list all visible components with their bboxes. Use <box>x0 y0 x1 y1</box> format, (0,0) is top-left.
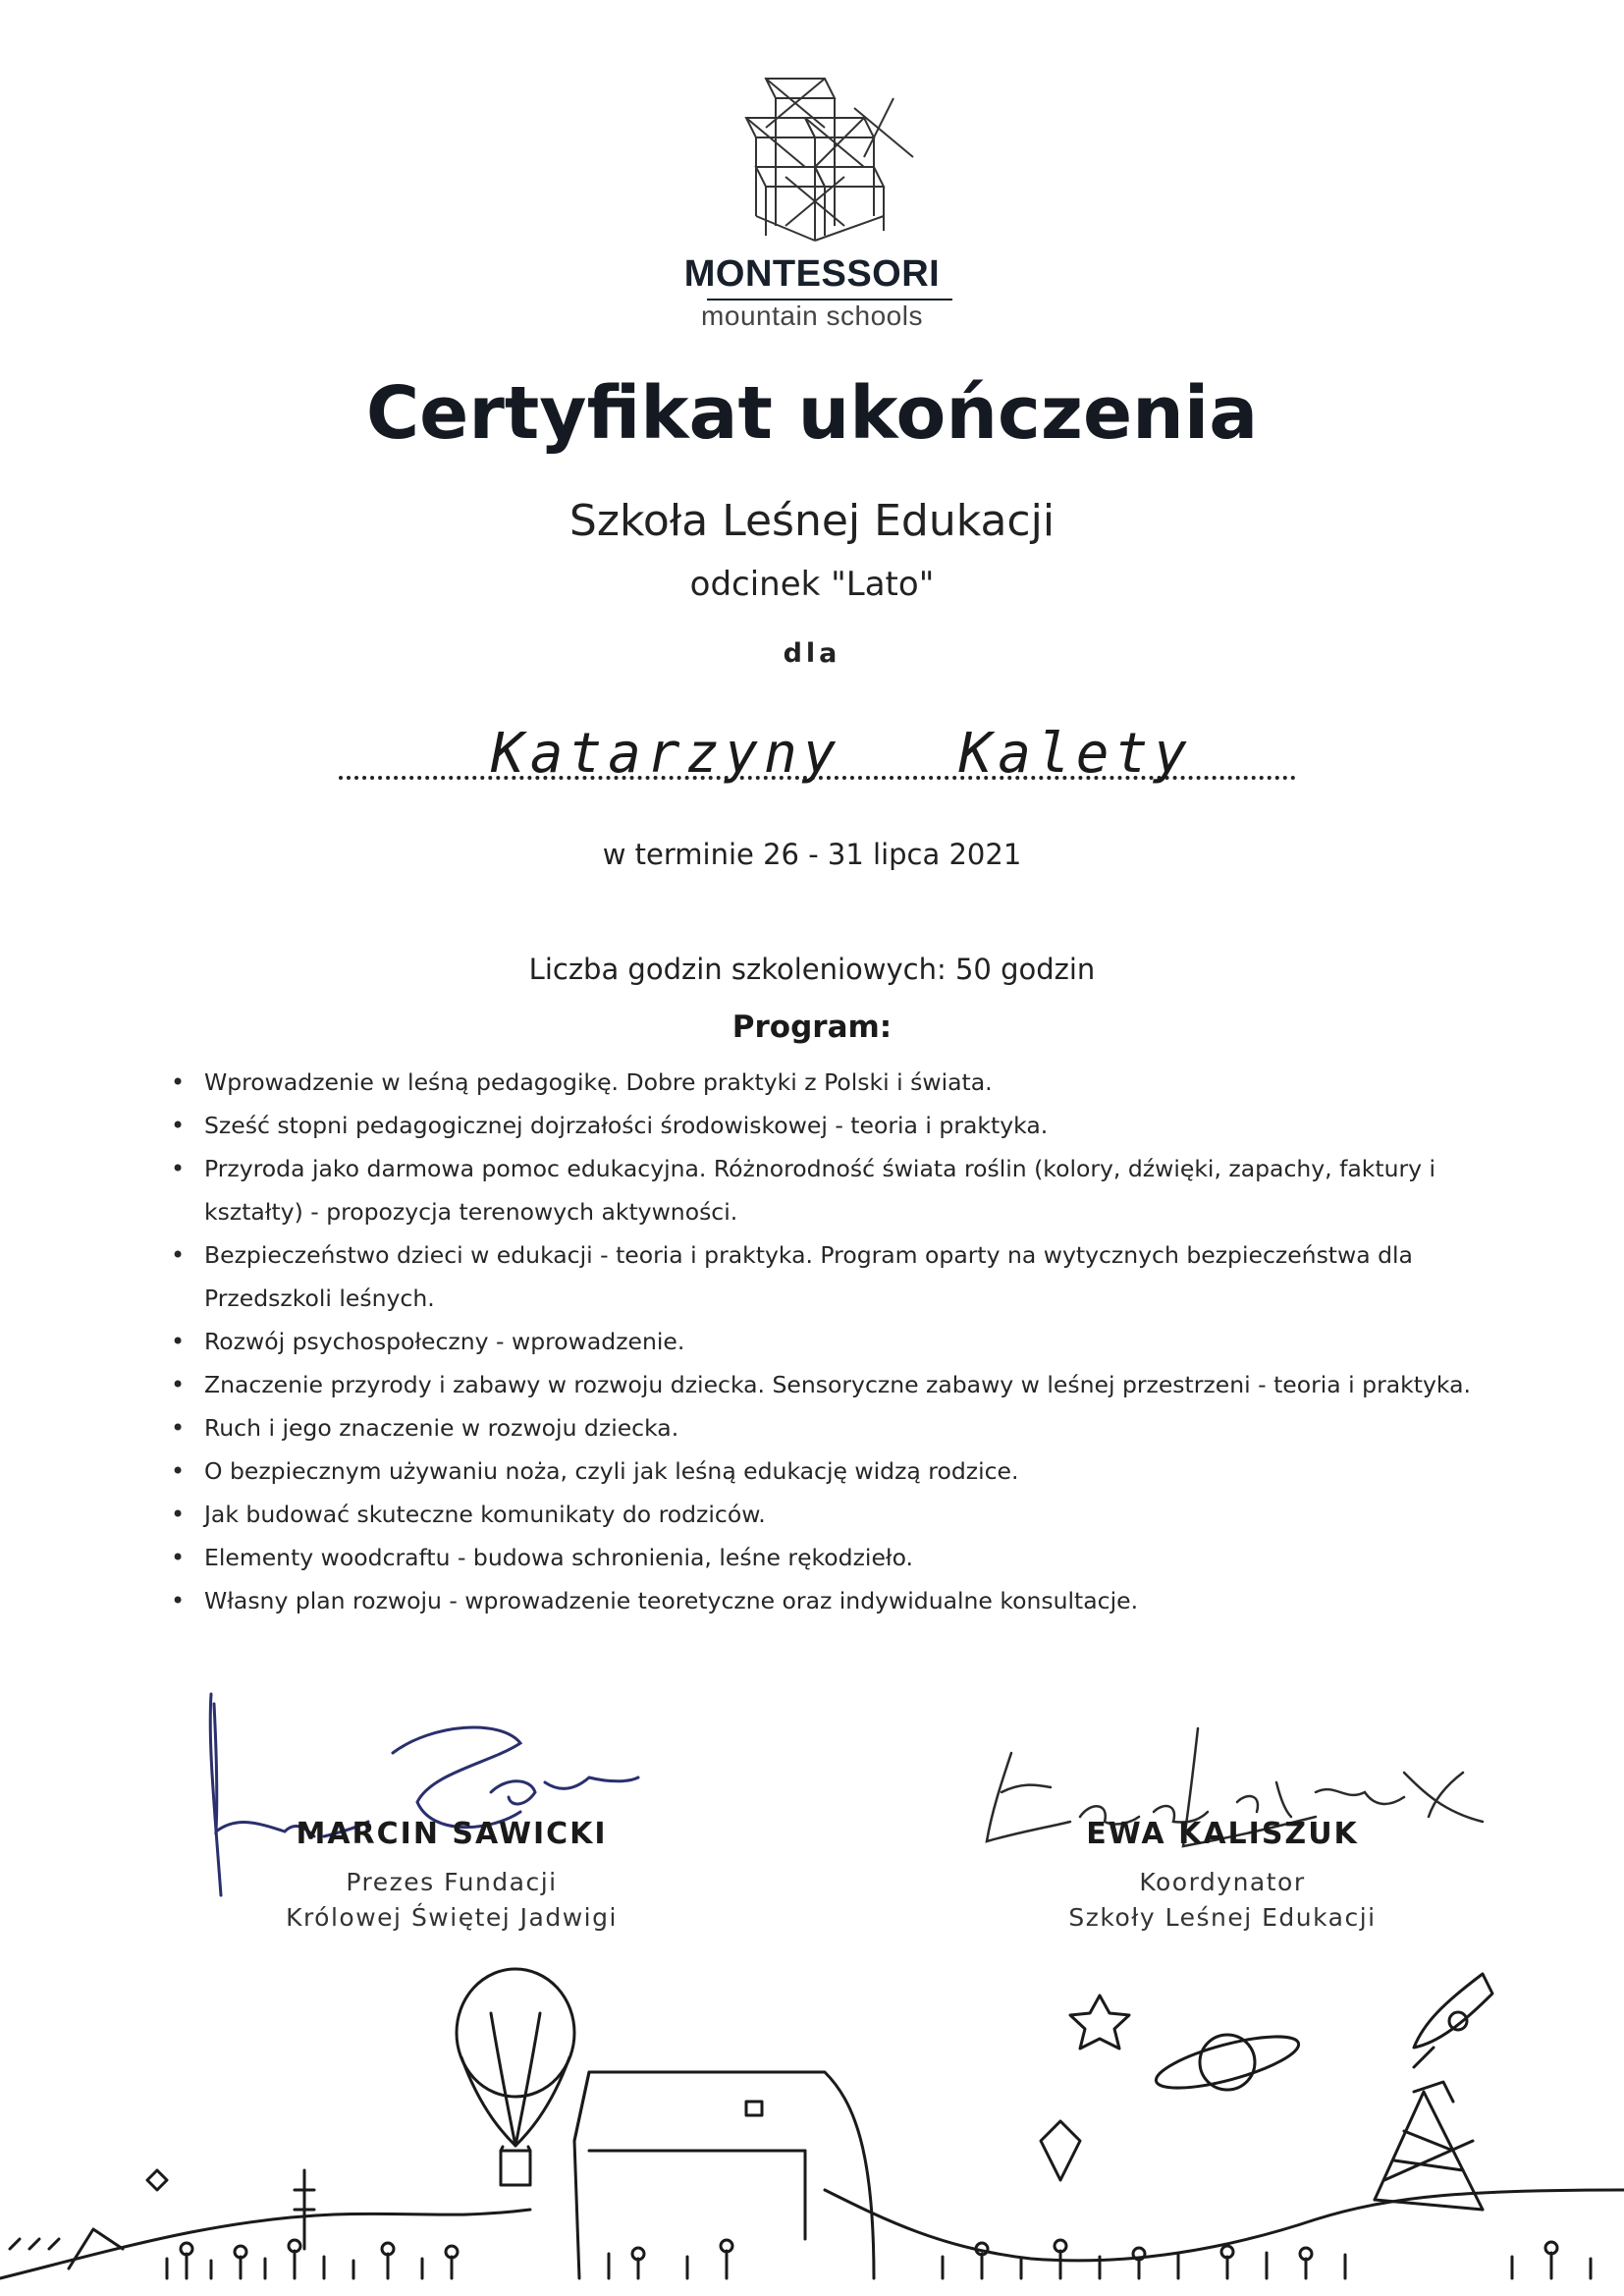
program-list <box>167 1061 1502 1622</box>
recipient-name <box>491 722 1193 810</box>
course-date: w terminie 26 - 31 lipca 2021 <box>602 838 1022 871</box>
brand-name: MONTESSORI <box>683 253 941 295</box>
list-item: • Przyroda jako darmowa pomoc edukacyjna. Różnorodność świata roślin (kolory, dźwięki, zapachy, faktury i kształty) - propozycja terenowych aktywności. <box>167 1147 1502 1233</box>
list-item: • Sześć stopni pedagogicznej dojrzałości środowiskowej - teoria i praktyka. <box>167 1104 1502 1147</box>
geometric-cubes-icon <box>727 69 923 246</box>
for-label: dla <box>783 638 841 669</box>
list-item: • Ruch i jego znaczenie w rozwoju dziecka. <box>167 1406 1502 1449</box>
list-item: • Własny plan rozwoju - wprowadzenie teoretyczne oraz indywidualne konsultacje. <box>167 1579 1502 1622</box>
brand-subtitle: mountain schools <box>701 301 923 331</box>
list-item: • Elementy woodcraftu - budowa schronienia, leśne rękodzieło. <box>167 1536 1502 1579</box>
course-episode: odcinek "Lato" <box>689 565 935 604</box>
list-item: • Wprowadzenie w leśną pedagogikę. Dobre praktyki z Polski i świata. <box>167 1061 1502 1104</box>
signer-left <box>177 1817 727 1936</box>
signer-right <box>947 1817 1497 1936</box>
signer-left-name: MARCIN SAWICKI <box>296 1817 608 1851</box>
signer-right-role: Koordynator <box>1139 1868 1306 1896</box>
list-item: • Bezpieczeństwo dzieci w edukacji - teoria i praktyka. Program oparty na wytycznych bezpieczeństwa dla Przedszkoli leśnych. <box>167 1233 1502 1320</box>
signer-left-organization: Królowej Świętej Jadwigi <box>286 1903 618 1932</box>
training-hours: Liczba godzin szkoleniowych: 50 godzin <box>528 953 1096 986</box>
certificate-title: Certyfikat ukończenia <box>365 371 1259 456</box>
course-name: Szkoła Leśnej Edukacji <box>568 496 1056 546</box>
signer-left-role: Prezes Fundacji <box>346 1868 558 1896</box>
list-item: • Jak budować skuteczne komunikaty do rodziców. <box>167 1493 1502 1536</box>
signer-right-organization: Szkoły Leśnej Edukacji <box>1068 1903 1377 1932</box>
list-item: • Znaczenie przyrody i zabawy w rozwoju dziecka. Sensoryczne zabawy w leśnej przestrzeni - teoria i praktyka. <box>167 1363 1502 1406</box>
list-item: • O bezpiecznym używaniu noża, czyli jak leśną edukację widzą rodzice. <box>167 1449 1502 1493</box>
signer-right-name: EWA KALISZUK <box>1086 1817 1359 1851</box>
hand-drawn-landscape-icon <box>0 1954 1624 2296</box>
recipient-name-text: Katarzyny Kalety <box>491 722 1193 786</box>
list-item: • Rozwój psychospołeczny - wprowadzenie. <box>167 1320 1502 1363</box>
program-heading: Program: <box>731 1010 893 1045</box>
